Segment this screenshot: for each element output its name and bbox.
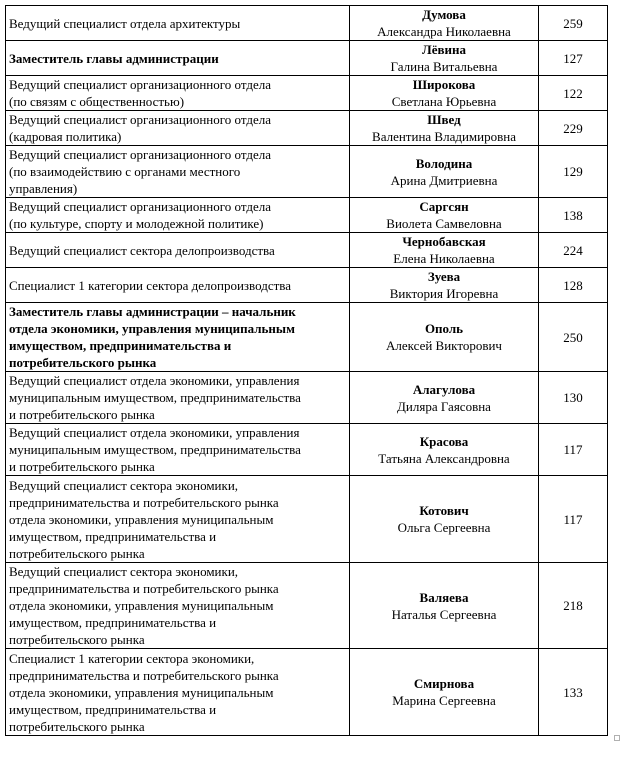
table-row bbox=[6, 233, 608, 268]
employee-name-cell bbox=[350, 233, 539, 268]
phone-extension-cell: 117 bbox=[539, 424, 608, 476]
employee-name-cell bbox=[350, 649, 539, 736]
employee-surname: Алагулова bbox=[412, 381, 476, 397]
employee-surname: Швед bbox=[427, 112, 461, 127]
employee-given-names: Алексей Викторович bbox=[386, 338, 502, 353]
phone-extension-cell: 130 bbox=[539, 372, 608, 424]
phone-extension-cell: 138 bbox=[539, 198, 608, 233]
table-row bbox=[6, 41, 608, 76]
position-cell: Ведущий специалист сектора делопроизводства bbox=[6, 233, 350, 268]
phone-extension-cell: 128 bbox=[539, 268, 608, 303]
employee-surname: Володина bbox=[415, 155, 473, 171]
table-body bbox=[6, 6, 608, 736]
employee-surname: Смирнова bbox=[413, 676, 475, 691]
position-cell: Ведущий специалист отдела экономики, управления муниципальным имуществом, предпринимательства и потребительского рынка bbox=[6, 424, 350, 476]
phone-extension-cell: 229 bbox=[539, 111, 608, 146]
employee-name-cell bbox=[350, 303, 539, 372]
table-row bbox=[6, 268, 608, 303]
phone-extension-cell: 133 bbox=[539, 649, 608, 736]
employee-given-names: Виктория Игоревна bbox=[389, 286, 499, 301]
position-cell: Заместитель главы администрации – начальник отдела экономики, управления муниципальным имуществом, предпринимательства и потребительского рынка bbox=[6, 303, 350, 372]
employee-given-names: Светлана Юрьевна bbox=[391, 94, 497, 109]
phone-extension-cell: 250 bbox=[539, 303, 608, 372]
staff-directory-table bbox=[5, 5, 608, 736]
employee-given-names: Виолета Самвеловна bbox=[386, 216, 502, 231]
employee-surname: Ополь bbox=[424, 321, 464, 336]
table-row bbox=[6, 198, 608, 233]
position-cell: Ведущий специалист отдела экономики, управления муниципальным имуществом, предпринимательства и потребительского рынка bbox=[6, 372, 350, 424]
employee-given-names: Александра Николаевна bbox=[377, 24, 511, 39]
employee-given-names: Наталья Сергеевна bbox=[391, 606, 497, 622]
position-cell: Ведущий специалист сектора экономики, предпринимательства и потребительского рынка отдела экономики, управления муниципальным имуществом, предпринимательства и потребительского рынка bbox=[6, 563, 350, 649]
employee-surname: Котович bbox=[419, 503, 469, 518]
employee-given-names: Елена Николаевна bbox=[393, 251, 495, 266]
phone-extension-cell: 218 bbox=[539, 563, 608, 649]
table-row bbox=[6, 76, 608, 111]
employee-given-names: Галина Витальевна bbox=[390, 59, 498, 74]
position-cell: Специалист 1 категории сектора экономики, предпринимательства и потребительского рынка отдела экономики, управления муниципальным имуществом, предпринимательства и потребительского рынка bbox=[6, 649, 350, 736]
position-cell: Ведущий специалист сектора экономики, предпринимательства и потребительского рынка отдела экономики, управления муниципальным имуществом, предпринимательства и потребительского рынка bbox=[6, 476, 350, 563]
table-end-marker bbox=[614, 735, 620, 741]
position-cell: Ведущий специалист организационного отдела (по культуре, спорту и молодежной политике) bbox=[6, 198, 350, 233]
employee-given-names: Диляра Гаясовна bbox=[397, 398, 491, 414]
table-row bbox=[6, 476, 608, 563]
table-row bbox=[6, 303, 608, 372]
position-cell: Ведущий специалист организационного отдела (по связям с общественностью) bbox=[6, 76, 350, 111]
employee-given-names: Арина Дмитриевна bbox=[390, 172, 498, 188]
table-row bbox=[6, 146, 608, 198]
table-row bbox=[6, 649, 608, 736]
employee-given-names: Валентина Владимировна bbox=[372, 129, 516, 144]
employee-surname: Красова bbox=[419, 433, 469, 449]
employee-name-cell bbox=[350, 6, 539, 41]
phone-extension-cell: 117 bbox=[539, 476, 608, 563]
position-cell: Ведущий специалист отдела архитектуры bbox=[6, 6, 350, 41]
phone-extension-cell: 224 bbox=[539, 233, 608, 268]
position-cell: Заместитель главы администрации bbox=[6, 41, 350, 76]
phone-extension-cell: 127 bbox=[539, 41, 608, 76]
phone-extension-cell: 129 bbox=[539, 146, 608, 198]
employee-surname: Зуева bbox=[427, 269, 461, 284]
employee-name-cell bbox=[350, 111, 539, 146]
employee-name-cell bbox=[350, 146, 539, 198]
position-cell: Специалист 1 категории сектора делопроизводства bbox=[6, 268, 350, 303]
table-row bbox=[6, 372, 608, 424]
employee-given-names: Ольга Сергеевна bbox=[397, 520, 491, 535]
employee-surname: Лёвина bbox=[422, 42, 466, 57]
phone-extension-cell: 259 bbox=[539, 6, 608, 41]
position-cell: Ведущий специалист организационного отдела (по взаимодействию с органами местного управления) bbox=[6, 146, 350, 198]
table-row bbox=[6, 424, 608, 476]
employee-name-cell bbox=[350, 476, 539, 563]
position-cell: Ведущий специалист организационного отдела (кадровая политика) bbox=[6, 111, 350, 146]
employee-name-cell bbox=[350, 424, 539, 476]
employee-name-cell bbox=[350, 76, 539, 111]
employee-name-cell bbox=[350, 41, 539, 76]
table-row bbox=[6, 6, 608, 41]
employee-given-names: Марина Сергеевна bbox=[392, 693, 496, 708]
table-row bbox=[6, 563, 608, 649]
employee-name-cell bbox=[350, 268, 539, 303]
employee-surname: Широкова bbox=[412, 77, 476, 92]
employee-given-names: Татьяна Александровна bbox=[378, 450, 510, 466]
employee-surname: Валяева bbox=[419, 589, 469, 605]
phone-extension-cell: 122 bbox=[539, 76, 608, 111]
employee-name-cell bbox=[350, 372, 539, 424]
employee-name-cell bbox=[350, 198, 539, 233]
table-row bbox=[6, 111, 608, 146]
employee-name-cell bbox=[350, 563, 539, 649]
employee-surname: Саргсян bbox=[419, 199, 469, 214]
employee-surname: Думова bbox=[422, 7, 466, 22]
employee-surname: Чернобавская bbox=[402, 234, 486, 249]
